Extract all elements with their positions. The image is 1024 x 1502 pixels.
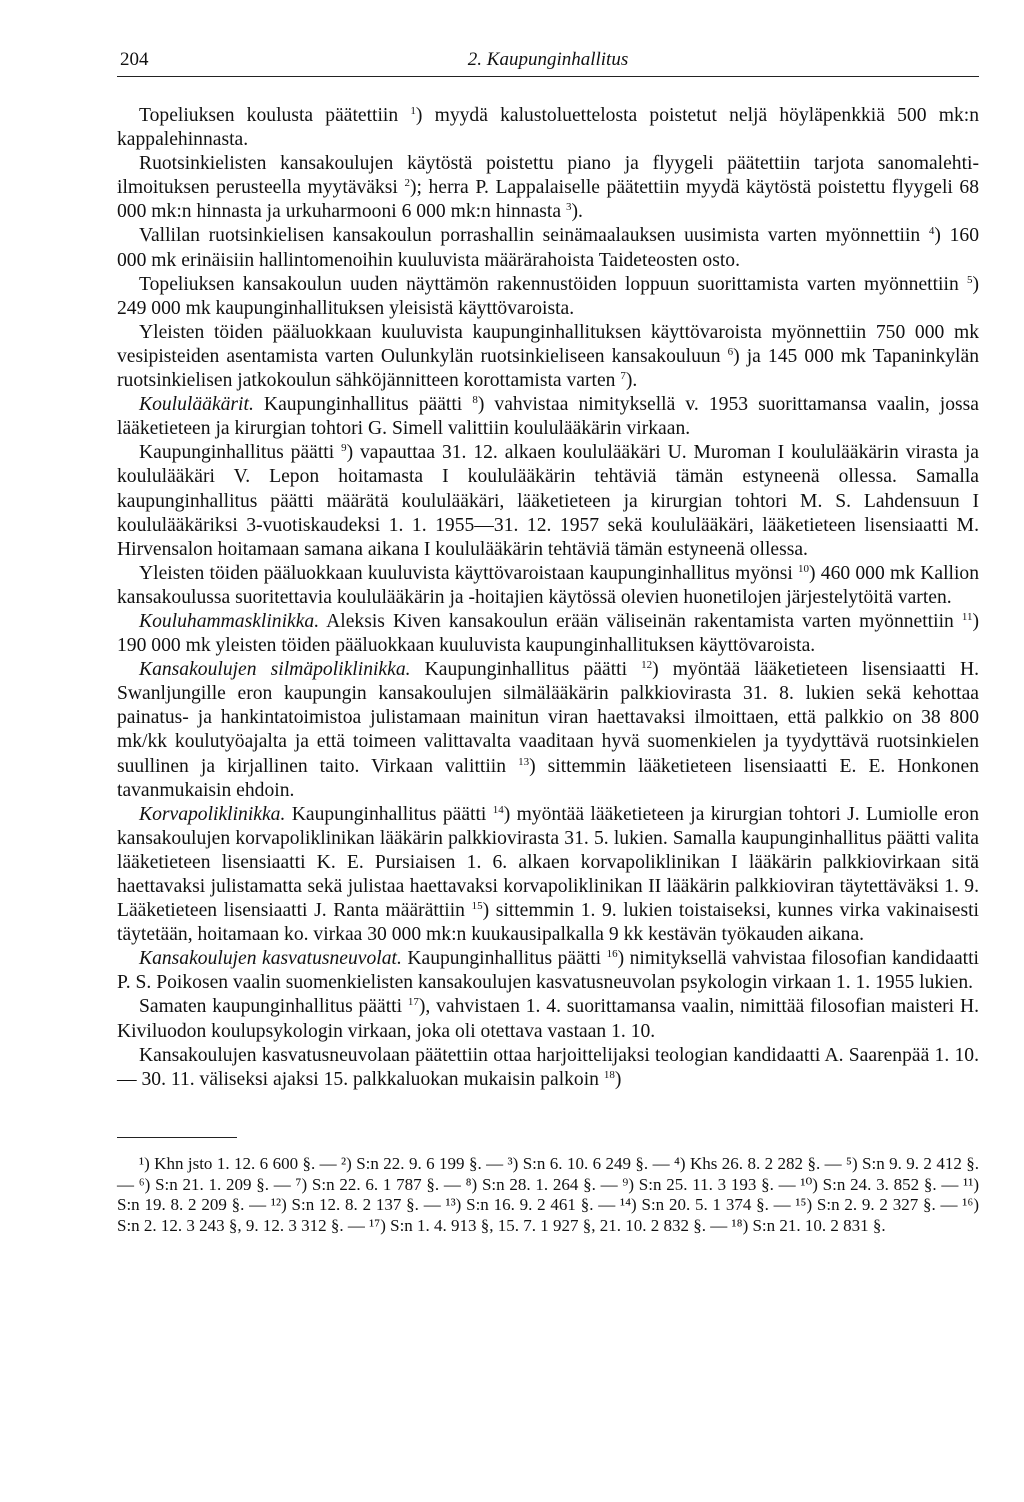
section-heading: Korvapoliklinikka. [139,803,286,825]
section-heading: Kansakoulujen kasvatusneuvolat. [139,948,402,970]
page-number: 204 [120,49,149,70]
paragraph: Koululääkärit. Kaupunginhallitus päätti $^8$) vahvistaa nimityksellä v. 1953 suorittamansa vaalin, jossa lääketieteen ja kirurgian tohtori G. Simell valittiin koululääkärin virkaan. [117,394,979,440]
paragraph: Korvapoliklinikka. Kaupunginhallitus päätti $^{14}$) myöntää lääketieteen ja kirurgian tohtori J. Lumiolle eron kansakoulujen korvapoliklinikan lääkärin palkkiovirasta 31. 5. lukien. Samalla kaupunginhallitus päätti valita lääketieteen lisensiaatti K. E. Pursiaisen 1. 6. alkaen korvapoliklinikan I lääkärin palkkiovirkaan sitä haettavaksi julistamatta sekä julistaa haettavaksi korvapoliklinikan II lääkärin palkkioviran täytettäväksi 1. 9. Lääketieteen lisensiaatti J. Ranta määrättiin $^{15}$) sittemmin 1. 9. lukien toistaiseksi, kunnes virka vakinaisesti täytetään, hoitamaan ko. virkaa 30 000 mk:n kuukausipalkalla 9 kk kestävän työkauden aikana. [117,803,979,946]
paragraph: Topeliuksen koulusta päätettiin $^1$) myydä kalustoluettelosta poistetut neljä höyläpenkkiä 500 mk:n kappalehinnasta. [117,105,979,151]
footnotes: ¹) Khn jsto 1. 12. 6 600 §. — ²) S:n 22. 9. 6 199 §. — ³) S:n 6. 10. 6 249 §. — ⁴) Khs 26. 8. 2 282 §. — ⁵) S:n 9. 9. 2 412 §. — ⁶) S:n 21. 1. 209 §. — ⁷) S:n 22. 6. 1 787 §. — ⁸) S:n 28. 1. 264 §. — ⁹) S:n 25. 11. 3 193 §. — ¹⁰) S:n 24. 3. 852 §. — ¹¹) S:n 19. 8. 2 209 §. — ¹²) S:n 12. 8. 2 137 §. — ¹³) S:n 16. 9. 2 461 §. — ¹⁴) S:n 20. 5. 1 374 §. — ¹⁵) S:n 2. 9. 2 327 §. — ¹⁶) S:n 2. 12. 3 243 §, 9. 12. 3 312 §. — ¹⁷) S:n 1. 4. 913 §, 15. 7. 1 927 §, 21. 10. 2 832 §. — ¹⁸) S:n 21. 10. 2 831 §. [117,1154,979,1235]
document-page [117,40,980,1235]
paragraph: Kansakoulujen silmäpoliklinikka. Kaupunginhallitus päätti $^{12}$) myöntää lääketieteen lisensiaatti H. Swanljungille eron kaupungin kansakoulujen silmälääkärin palkkiovirasta 31. 8. lukien sekä kehottaa painatus- ja hankintatoimistoa julistamaan mainitun viran haettavaksi ilmoittaen, että palkkio on 38 800 mk/kk koulutyöajalta ja että toimeen valittavalta vaaditaan hyvä suomenkielen ja tyydyttävä ruotsinkielen suullinen ja kirjallinen taito. Virkaan valittiin $^{13}$) sittemmin lääketieteen lisensiaatti E. E. Honkonen tavanmukaisin ehdoin. [117,659,979,801]
paragraph: Kansakoulujen kasvatusneuvolat. Kaupunginhallitus päätti $^{16}$) nimityksellä vahvistaa filosofian kandidaatti P. S. Poikosen vaalin suomenkielisten kansakoulujen kasvatusneuvolan psykologin virkaan 1. 1. 1955 lukien. [117,948,979,994]
paragraph: Yleisten töiden pääluokkaan kuuluvista kaupunginhallituksen käyttövaroista myönnettiin 750 000 mk vesipisteiden asentamista varten Oulunkylän ruotsinkieliseen kansakouluun $^6$) ja 145 000 mk Tapaninkylän ruotsinkielisen jatkokoulun sähköjännitteen korottamista varten $^7$). [117,321,979,392]
paragraph: Kouluhammasklinikka. Aleksis Kiven kansakoulun erään väliseinän rakentamista varten myönnettiin $^{11}$) 190 000 mk yleisten töiden pääluokkaan kuuluvista kaupunginhallituksen käyttövaroista. [117,610,979,657]
paragraph: Topeliuksen kansakoulun uuden näyttämön rakennustöiden loppuun suorittamista varten myönnettiin $^5$) 249 000 mk kaupunginhallituksen yleisistä käyttövaroista. [117,273,979,319]
page-header [117,40,979,74]
section-heading: Koululääkärit. [139,394,254,416]
header-rule [117,76,979,77]
paragraph: Samaten kaupunginhallitus päätti $^{17}$), vahvistaen 1. 4. suorittamansa vaalin, nimittää filosofian maisteri H. Kiviluodon koulupsykologin virkaan, joka oli otettava vastaan 1. 10. [117,996,979,1042]
paragraph: Yleisten töiden pääluokkaan kuuluvista käyttövaroistaan kaupunginhallitus myönsi $^{10}$) 460 000 mk Kallion kansakoulussa suoritettavia koululääkärin ja -hoitajien käytössä olevien huonetilojen järjestelytöitä varten. [117,562,980,608]
section-heading: Kouluhammasklinikka. [139,610,320,632]
paragraph: Kaupunginhallitus päätti $^9$) vapauttaa 31. 12. alkaen koululääkäri U. Muroman I koululääkärin virasta ja koululääkäri V. Lepon hoitamasta I koululääkärin tehtäviä tämän estyneenä ollessa. Samalla kaupunginhallitus päätti määrätä koululääkäri, lääketieteen ja kirurgian tohtori M. S. Lahdensuun I koululääkäriksi 3-vuotiskaudeksi 1. 1. 1955—31. 12. 1957 sekä koululääkäri, lääketieteen lisensiaatti M. Hirvensalon hoitamaan samana aikana I koululääkärin tehtäviä tämän estyneenä ollessa. [117,442,979,560]
footnote-rule [117,1137,237,1138]
body-text [117,104,979,1092]
section-heading: Kansakoulujen silmäpoliklinikka. [139,659,411,681]
running-title: 2. Kaupunginhallitus [467,49,629,70]
paragraph: Vallilan ruotsinkielisen kansakoulun porrashallin seinämaalauksen uusimista varten myönnettiin $^4$) 160 000 mk erinäisiin hallintomenoihin kuuluvista määrärahoista Taideteosten osto. [117,225,979,271]
paragraph: Ruotsinkielisten kansakoulujen käytöstä poistettu piano ja flyygeli päätettiin tarjota sanomalehti-ilmoituksen perusteella myytäväksi $^2$); herra P. Lappalaiselle päätettiin myydä käytöstä poistettu flyygeli 68 000 mk:n hinnasta ja urkuharmooni 6 000 mk:n hinnasta $^3$). [117,153,980,223]
paragraph: Kansakoulujen kasvatusneuvolaan päätettiin ottaa harjoittelijaksi teologian kandidaatti A. Saarenpää 1. 10. — 30. 11. väliseksi ajaksi 15. palkkaluokan mukaisin palkoin $^{18}$) [117,1044,979,1090]
